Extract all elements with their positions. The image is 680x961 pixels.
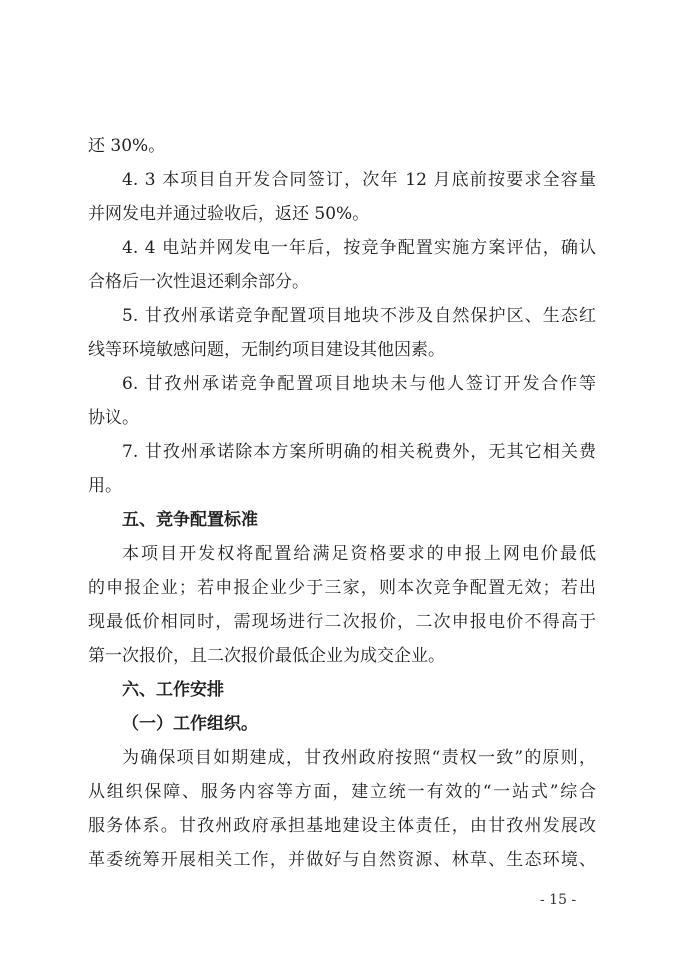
paragraph-line: 协议。	[88, 408, 139, 428]
paragraph-line: 4. 3 本项目自开发合同签订，次年 12 月底前按要求全容量	[122, 170, 596, 190]
paragraph-line: 为确保项目如期建成，甘孜州政府按照“责权一致”的原则，	[122, 748, 596, 768]
paragraph-line: 第一次报价，且二次报价最低企业为成交企业。	[88, 646, 445, 666]
paragraph-line: 线等环境敏感问题，无制约项目建设其他因素。	[88, 340, 445, 360]
paragraph-line: 服务体系。甘孜州政府承担基地建设主体责任，由甘孜州发展改	[88, 816, 596, 836]
paragraph-line: 的申报企业；若申报企业少于三家，则本次竞争配置无效；若出	[88, 578, 596, 598]
paragraph-line: 还 30%。	[88, 136, 166, 156]
paragraph-line: 现最低价相同时，需现场进行二次报价，二次申报电价不得高于	[88, 612, 596, 632]
paragraph-line: 并网发电并通过验收后，返还 50%。	[88, 204, 370, 224]
paragraph-line: 本项目开发权将配置给满足资格要求的申报上网电价最低	[122, 544, 596, 564]
paragraph-line: 6. 甘孜州承诺竞争配置项目地块未与他人签订开发合作等	[122, 374, 596, 394]
section-heading: 六、工作安排	[122, 680, 224, 700]
paragraph-line: 5. 甘孜州承诺竞争配置项目地块不涉及自然保护区、生态红	[122, 306, 596, 326]
paragraph-line: 4. 4 电站并网发电一年后，按竞争配置实施方案评估，确认	[122, 238, 596, 258]
paragraph-line: 用。	[88, 476, 122, 496]
page-number: - 15 -	[540, 892, 577, 908]
subsection-heading: （一）工作组织。	[122, 714, 258, 734]
section-heading: 五、竞争配置标准	[122, 510, 258, 530]
paragraph-line: 从组织保障、服务内容等方面，建立统一有效的“一站式”综合	[88, 782, 596, 802]
paragraph-line: 合格后一次性退还剩余部分。	[88, 272, 309, 292]
paragraph-line: 7. 甘孜州承诺除本方案所明确的相关税费外，无其它相关费	[122, 442, 596, 462]
paragraph-line: 革委统筹开展相关工作，并做好与自然资源、林草、生态环境、	[88, 850, 596, 870]
